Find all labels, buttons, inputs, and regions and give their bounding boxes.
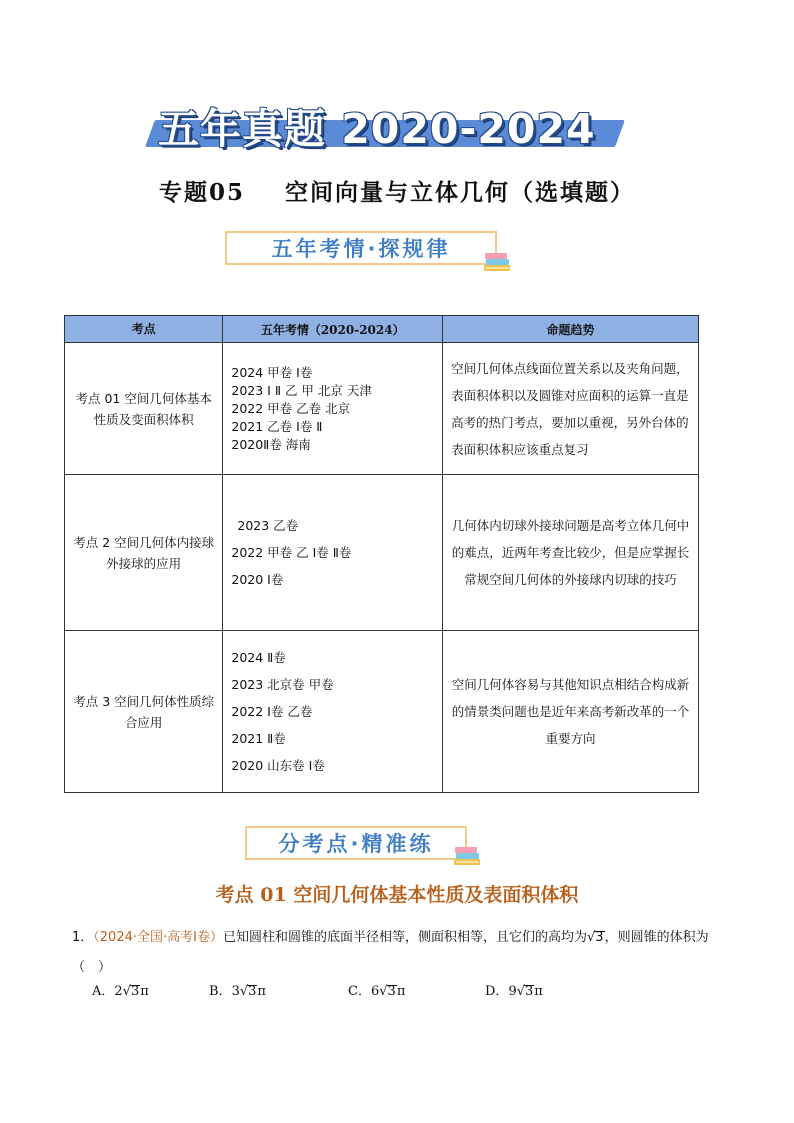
topic-title <box>0 174 794 207</box>
table-row <box>65 475 699 631</box>
title-banner <box>150 98 620 153</box>
table-header-row <box>65 316 699 343</box>
option-coef: 3 <box>231 984 240 999</box>
option-label: A． <box>92 984 115 999</box>
question-source: （2024·全国·高考Ⅰ卷） <box>93 930 223 945</box>
year-line: 2024 Ⅱ卷 <box>231 650 286 665</box>
option-label: C． <box>348 984 371 999</box>
year-line: 2023 乙卷 <box>237 518 299 533</box>
practice-badge-label: 分考点·精准练 <box>278 832 434 856</box>
option-radicand: 3 <box>387 984 396 999</box>
books-icon <box>452 844 482 868</box>
option-b[interactable]: B．3√3π <box>209 984 266 999</box>
option-coef: 2 <box>114 984 123 999</box>
year-line: 2022 Ⅰ卷 乙卷 <box>231 704 313 719</box>
year-line: 2020 山东卷 Ⅰ卷 <box>231 758 325 773</box>
header-trend: 命题趋势 <box>443 316 699 343</box>
year-line: 2020Ⅱ卷 海南 <box>231 436 311 452</box>
option-radicand: 3 <box>130 984 140 999</box>
topic-name: 空间向量与立体几何（选填题） <box>285 179 635 206</box>
option-c[interactable]: C．6√3π <box>348 984 406 999</box>
row-trend: 几何体内切球外接球问题是高考立体几何中的难点，近两年考查比较少，但是应掌握长常规空间几何体的外接球内切球的技巧 <box>451 518 690 587</box>
header-years: 五年考情（2020-2024） <box>223 316 443 343</box>
year-line: 2023 Ⅰ Ⅱ 乙 甲 北京 天津 <box>231 382 372 398</box>
banner-title: 五年真题 2020-2024 <box>158 105 596 153</box>
overview-badge-label: 五年考情·探规律 <box>271 237 451 261</box>
option-label: B． <box>209 984 232 999</box>
question-number: 1． <box>72 930 94 945</box>
option-a[interactable]: A．2√3π <box>92 984 149 999</box>
year-line: 2023 北京卷 甲卷 <box>231 677 334 692</box>
option-radicand: 3 <box>248 984 257 999</box>
question-1: 1．（2024·全国·高考Ⅰ卷）已知圆柱和圆锥的底面半径相等，侧面积相等，且它们的高均为√3，则圆锥的体积为（ ） <box>72 930 709 975</box>
section-title: 考点 01 空间几何体基本性质及表面积体积 <box>215 884 579 906</box>
year-line: 2021 Ⅱ卷 <box>231 731 286 746</box>
option-suffix: π <box>257 984 266 999</box>
option-coef: 6 <box>370 984 380 999</box>
option-label: D． <box>485 984 509 999</box>
row-point: 考点 01 空间几何体基本性质及变面积体积 <box>75 390 212 427</box>
year-line: 2022 甲卷 乙 Ⅰ卷 Ⅱ卷 <box>231 545 352 560</box>
overview-badge <box>225 231 497 265</box>
year-line: 2024 甲卷 Ⅰ卷 <box>231 364 313 380</box>
row-trend: 空间几何体点线面位置关系以及夹角问题，表面积体积以及圆锥对应面积的运算一直是高考的热门考点，要加以重视，另外台体的表面积体积应该重点复习 <box>451 360 689 457</box>
option-radicand: 3 <box>525 984 534 999</box>
topic-code: 专题05 <box>158 179 245 206</box>
question-radicand: 3 <box>595 930 604 945</box>
question-text-end: ，则圆锥的体积为（ ） <box>72 930 709 975</box>
table-row <box>65 343 699 475</box>
books-icon <box>482 250 512 274</box>
row-point: 考点 3 空间几何体性质综合应用 <box>73 693 215 730</box>
header-point: 考点 <box>65 316 223 343</box>
option-coef: 9 <box>508 984 517 999</box>
practice-badge <box>245 826 467 860</box>
year-line: 2021 乙卷 Ⅰ卷 Ⅱ <box>231 418 323 434</box>
option-suffix: π <box>140 984 149 999</box>
year-line: 2022 甲卷 乙卷 北京 <box>231 400 351 416</box>
option-d[interactable]: D．9√3π <box>485 984 543 999</box>
row-point: 考点 2 空间几何体内接球外接球的应用 <box>73 534 215 571</box>
question-text: 已知圆柱和圆锥的底面半径相等，侧面积相等，且它们的高均为 <box>222 930 587 945</box>
exam-overview-table <box>64 315 699 793</box>
table-row <box>65 631 699 793</box>
option-suffix: π <box>534 984 543 999</box>
year-line: 2020 Ⅰ卷 <box>231 572 284 587</box>
option-suffix: π <box>396 984 406 999</box>
row-trend: 空间几何体容易与其他知识点相结合构成新的情景类问题也是近年来高考新改革的一个重要方向 <box>451 677 690 746</box>
